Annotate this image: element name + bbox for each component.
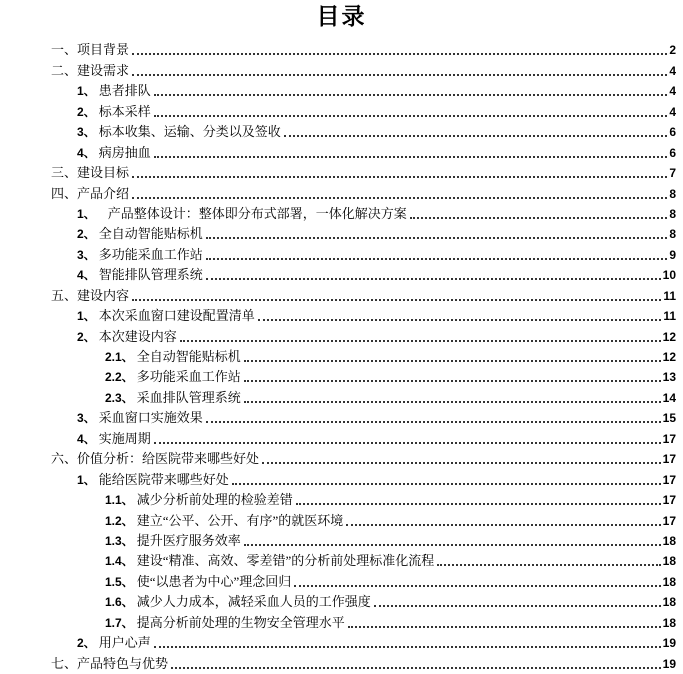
toc-entry-page: 6 — [669, 125, 676, 140]
toc-entry[interactable] — [51, 509, 676, 529]
toc-entry-page: 18 — [662, 595, 676, 610]
toc-entry[interactable] — [51, 448, 676, 468]
toc-entry-page: 2 — [669, 43, 676, 58]
toc-entry[interactable] — [51, 100, 676, 120]
dot-leader — [132, 176, 667, 178]
toc-entry-page: 9 — [669, 247, 676, 262]
toc-entry-number: 2、 — [77, 227, 96, 242]
toc-entry-number: 四、 — [51, 185, 78, 201]
toc-entry-page: 4 — [669, 104, 676, 119]
toc-entry-page: 17 — [662, 472, 676, 487]
dot-leader — [206, 278, 661, 280]
dot-leader — [410, 217, 668, 219]
toc-entry-number: 三、 — [51, 165, 78, 181]
toc-entry[interactable] — [51, 243, 676, 263]
toc-entry-title: 提高分析前处理的生物安全管理水平 — [136, 614, 345, 630]
toc-entry-number: 六、 — [51, 451, 78, 467]
toc-entry-title: 多功能采血工作站 — [98, 246, 203, 262]
toc-entry-number: 2.1、 — [105, 350, 134, 364]
dot-leader — [154, 646, 661, 648]
toc-entry-number: 1、 — [77, 472, 96, 487]
toc-entry-title: 减少人力成本，减轻采血人员的工作强度 — [136, 594, 371, 610]
toc-entry-page: 11 — [663, 288, 676, 303]
toc-entry[interactable] — [51, 264, 676, 284]
toc-entry-page: 18 — [662, 574, 676, 589]
dot-leader — [154, 442, 661, 444]
toc-entry-title: 价值分析：给医院带来哪些好处 — [77, 451, 260, 467]
toc-entry-number: 2.2、 — [105, 370, 134, 385]
dot-leader — [244, 360, 661, 362]
toc-entry-title: 能给医院带来哪些好处 — [98, 471, 229, 487]
dot-leader — [206, 421, 661, 423]
toc-entry[interactable] — [51, 468, 676, 488]
toc-entry-title: 智能排队管理系统 — [98, 267, 203, 283]
toc-entry[interactable] — [51, 386, 676, 406]
toc-entry-page: 18 — [662, 554, 676, 569]
toc-entry-number: 1、 — [77, 206, 96, 221]
dot-leader — [262, 462, 661, 464]
toc-entry-title: 建立“公平、公开、有序”的就医环境 — [136, 512, 344, 528]
toc-entry[interactable] — [51, 305, 676, 325]
toc-entry[interactable] — [51, 80, 676, 100]
toc-entry-number: 1.5、 — [105, 574, 134, 589]
dot-leader — [132, 74, 667, 76]
toc-entry-number: 2、 — [77, 636, 96, 651]
dot-leader — [437, 564, 660, 566]
toc-entry[interactable] — [51, 325, 676, 345]
toc-entry-title: 采血排队管理系统 — [136, 389, 241, 405]
toc-entry-title: 建设“精准、高效、零差错”的分析前处理标准化流程 — [136, 553, 435, 569]
toc-entry[interactable] — [51, 284, 676, 304]
toc-entry-page: 4 — [669, 84, 676, 99]
toc-entry[interactable] — [51, 550, 676, 570]
dot-leader — [244, 544, 661, 546]
toc-entry-number: 1.4、 — [105, 554, 134, 569]
dot-leader — [132, 299, 661, 301]
toc-entry-page: 8 — [669, 206, 676, 221]
dot-leader — [180, 340, 661, 342]
dot-leader — [348, 626, 661, 628]
toc-entry-number: 4、 — [77, 431, 96, 446]
toc-entry-number: 1、 — [77, 84, 96, 99]
toc-entry-number: 1.1、 — [105, 493, 134, 508]
toc-entry-number: 1.7、 — [105, 615, 134, 630]
dot-leader — [132, 53, 667, 55]
dot-leader — [374, 605, 661, 607]
toc-entry-number: 1.6、 — [105, 595, 134, 610]
toc-entry-page: 18 — [662, 615, 676, 630]
toc-entry-title: 减少分析前处理的检验差错 — [136, 492, 293, 508]
toc-entry[interactable] — [51, 611, 676, 631]
toc-entry-page: 8 — [669, 186, 676, 201]
toc-entry-page: 18 — [662, 533, 676, 548]
dot-leader — [154, 94, 668, 96]
toc-entry-page: 6 — [669, 145, 676, 160]
toc-entry-number: 2、 — [77, 329, 96, 344]
dot-leader — [154, 156, 668, 158]
toc-entry-title: 建设目标 — [77, 165, 130, 181]
toc-entry-page: 17 — [662, 431, 676, 446]
toc-entry[interactable] — [51, 223, 676, 243]
toc-entry-page: 4 — [669, 63, 676, 78]
toc-entry-number: 2、 — [77, 104, 96, 119]
dot-leader — [171, 667, 661, 669]
toc-entry[interactable] — [51, 652, 676, 672]
toc-entry-title: 多功能采血工作站 — [136, 369, 241, 385]
toc-entry-page: 12 — [662, 350, 676, 364]
toc-entry-page: 8 — [669, 227, 676, 242]
dot-leader — [154, 115, 668, 117]
toc-entry-number: 1.2、 — [105, 513, 134, 528]
toc-entry-title: 患者排队 — [98, 83, 151, 99]
toc-entry-number: 3、 — [77, 411, 96, 426]
table-of-contents — [51, 39, 676, 673]
toc-entry-title: 产品介绍 — [77, 185, 130, 201]
toc-entry[interactable] — [51, 632, 676, 652]
toc-entry[interactable] — [51, 39, 676, 59]
dot-leader — [284, 135, 668, 137]
toc-entry[interactable] — [51, 121, 676, 141]
toc-entry-number: 3、 — [77, 125, 96, 140]
toc-entry-title: 标本收集、运输、分类以及签收 — [98, 124, 281, 140]
toc-entry-page: 19 — [662, 656, 676, 671]
toc-entry-number: 4、 — [77, 145, 96, 160]
dot-leader — [206, 237, 668, 239]
toc-entry-title: 产品特色与优势 — [77, 655, 169, 671]
toc-entry-number: 2.3、 — [105, 390, 134, 405]
toc-entry[interactable] — [51, 162, 676, 182]
toc-entry-page: 12 — [662, 329, 676, 344]
toc-entry[interactable] — [51, 407, 676, 427]
toc-entry[interactable] — [51, 427, 676, 447]
toc-entry-page: 7 — [669, 166, 676, 181]
toc-entry[interactable] — [51, 346, 676, 366]
toc-entry-title: 项目背景 — [77, 42, 130, 58]
toc-entry-page: 19 — [662, 636, 676, 651]
toc-entry-page: 11 — [663, 309, 676, 324]
toc-entry-title: 本次建设内容 — [98, 328, 177, 344]
toc-entry-number: 1.3、 — [105, 533, 134, 548]
dot-leader — [232, 483, 661, 485]
dot-leader — [296, 503, 661, 505]
toc-entry-title: 用户心声 — [98, 635, 151, 651]
toc-entry-page: 17 — [662, 452, 676, 467]
toc-entry[interactable] — [51, 182, 676, 202]
toc-entry-page: 17 — [662, 513, 676, 528]
toc-entry[interactable] — [51, 366, 676, 386]
dot-leader — [346, 524, 660, 526]
toc-entry[interactable] — [51, 489, 676, 509]
toc-entry-title: 使“以患者为中心”理念回归 — [136, 573, 292, 589]
toc-entry-title: 全自动智能贴标机 — [136, 349, 241, 364]
dot-leader — [132, 197, 667, 199]
toc-entry-title: 采血窗口实施效果 — [98, 410, 203, 426]
dot-leader — [258, 319, 662, 321]
toc-entry-title: 建设内容 — [77, 287, 130, 303]
toc-entry-number: 二、 — [51, 62, 78, 78]
dot-leader — [244, 401, 661, 403]
toc-entry-number: 五、 — [51, 287, 78, 303]
page-title: 目录 — [316, 3, 367, 29]
toc-entry-title: 建设需求 — [77, 62, 130, 78]
toc-entry-title: 提升医疗服务效率 — [136, 532, 241, 548]
toc-entry-title: 实施周期 — [98, 430, 151, 446]
toc-entry-title: 标本采样 — [98, 103, 151, 119]
toc-entry[interactable] — [51, 591, 676, 611]
toc-entry-page: 10 — [662, 268, 676, 283]
toc-entry-title: 全自动智能贴标机 — [98, 226, 203, 242]
toc-entry-number: 七、 — [51, 655, 78, 671]
toc-entry-title: 产品整体设计：整体即分布式部署，一体化解决方案 — [107, 205, 407, 221]
toc-entry-title: 本次采血窗口建设配置清单 — [98, 308, 255, 324]
dot-leader — [244, 380, 661, 382]
dot-leader — [294, 585, 660, 587]
toc-entry[interactable] — [51, 570, 676, 590]
toc-entry-page: 17 — [662, 493, 676, 508]
toc-entry[interactable] — [51, 203, 676, 223]
toc-entry[interactable] — [51, 530, 676, 550]
toc-entry-number: 一、 — [51, 42, 78, 58]
toc-entry[interactable] — [51, 141, 676, 161]
dot-leader — [206, 258, 668, 260]
toc-entry-number: 4、 — [77, 268, 96, 283]
toc-entry-page: 13 — [662, 370, 676, 385]
toc-entry[interactable] — [51, 59, 676, 79]
toc-entry-page: 14 — [662, 390, 676, 405]
toc-entry-title: 病房抽血 — [98, 144, 151, 160]
toc-entry-number: 3、 — [77, 247, 96, 262]
toc-entry-page: 15 — [662, 411, 676, 426]
toc-entry-number: 1、 — [77, 309, 96, 324]
